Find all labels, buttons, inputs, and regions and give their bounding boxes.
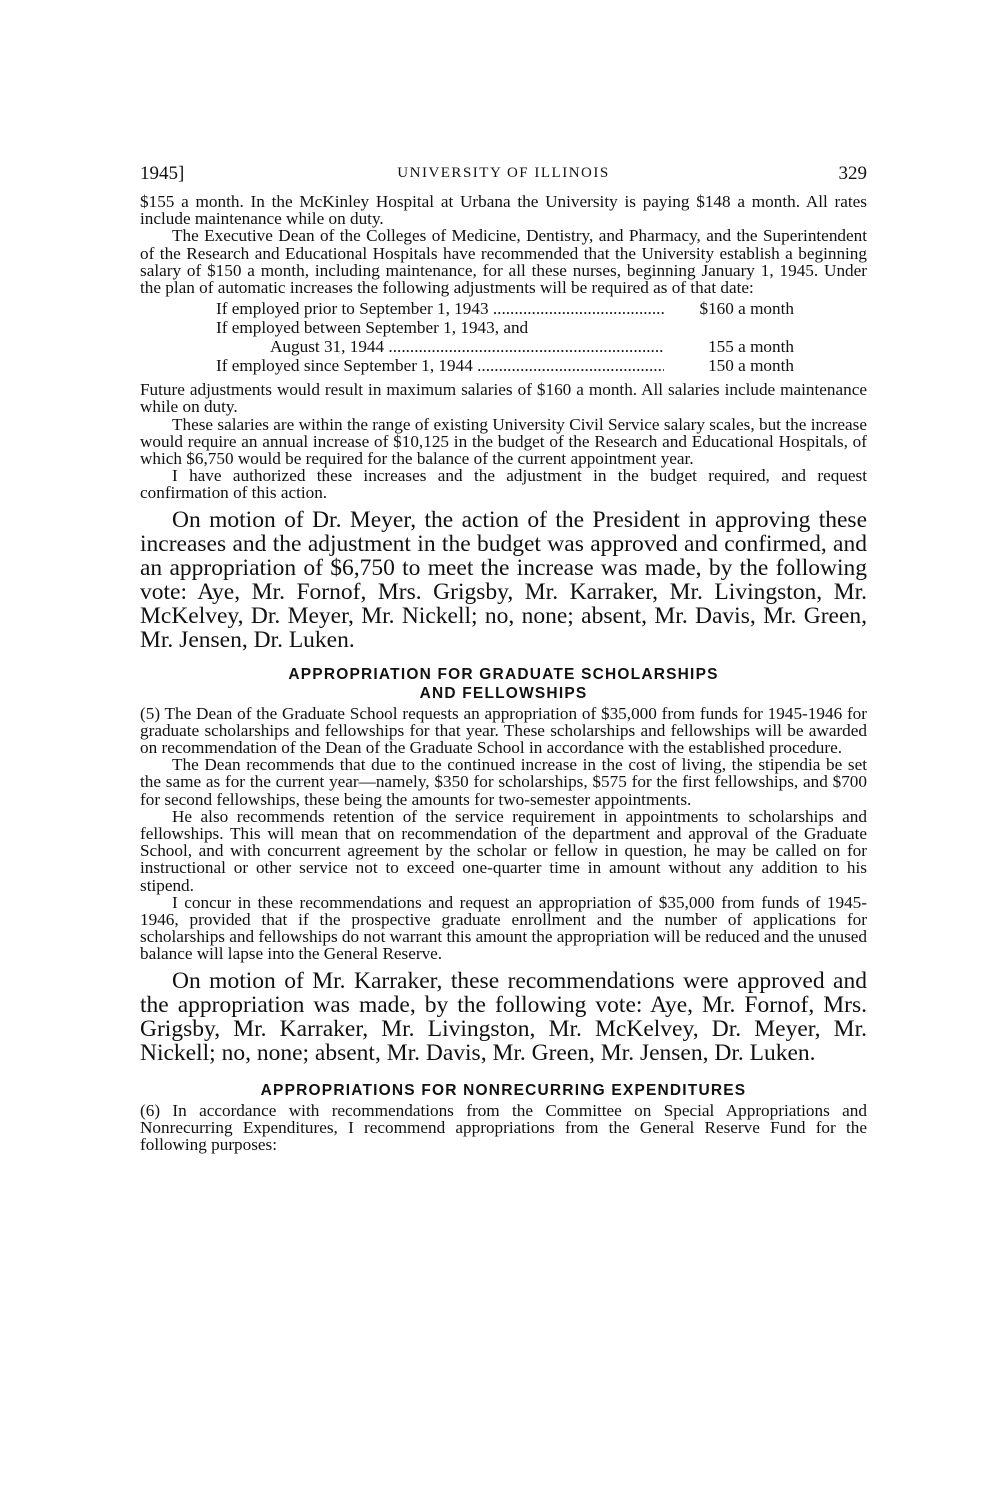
- paragraph-stipendia: The Dean recommends that due to the continued increase in the cost of living, the stipendia be set the same as for the current year—namely, $350 for scholarships, $575 for the first fellowships, and $700 for second fellowships, these being the amounts for two-semester appointments.: [140, 755, 867, 809]
- paragraph-civil-service-scales: These salaries are within the range of existing University Civil Service salary scales, but the increase would require an annual increase of $10,125 in the budget of the Research and Educational Hospitals, of which $6,750 would be required for the balance of the current appointment year.: [140, 414, 867, 469]
- nonrecurring-text: [140, 1102, 867, 1154]
- salary-notes: [140, 381, 867, 501]
- schedule-row: [216, 299, 794, 318]
- section-graduate-scholarships: [140, 665, 867, 703]
- schedule-row: [216, 318, 794, 337]
- salary-schedule: [216, 299, 794, 375]
- paragraph-recommended-salary: The Executive Dean of the Colleges of Medicine, Dentistry, and Pharmacy, and the Superintendent of the Research and Educational Hospitals have recommended that the University establish a beginning salary of $150 a month, including maintenance, for all these nurses, beginning January 1, 1945. Under the plan of automatic increases the following adjustments will be required as of that date:: [140, 226, 867, 298]
- section-heading: APPROPRIATIONS FOR NONRECURRING EXPENDITURES: [260, 1081, 747, 1099]
- paragraph-future-adjustments: Future adjustments would result in maximum salaries of $160 a month. All salaries include maintenance while on duty.: [140, 380, 867, 417]
- paragraph-service-requirement: He also recommends retention of the service requirement in appointments to scholarships and fellowships. This will mean that on recommendation of the department and approval of the Graduate School, and with concurrent agreement by the scholar or fellow in question, he may be called on for instructional or other service not to exceed one-quarter time in amount without any addition to his stipend.: [140, 806, 867, 895]
- schedule-amount: [664, 318, 794, 337]
- paragraph-dean-request: (5) The Dean of the Graduate School requests an appropriation of $35,000 from funds for 1945-1946 for graduate scholarships and fellowships for that year. These scholarships and fellowships will be awarded on recommendation of the Dean of the Graduate School in accordance with the established procedure.: [140, 703, 867, 758]
- header-title: UNIVERSITY OF ILLINOIS: [397, 165, 610, 181]
- schedule-row: [216, 337, 794, 356]
- paragraph-mckinley-rates: $155 a month. In the McKinley Hospital at Urbana the University is paying $148 a month. All rates include maintenance while on duty.: [140, 192, 867, 229]
- paragraph-authorization: I have authorized these increases and the adjustment in the budget required, and request confirmation of this action.: [140, 466, 867, 503]
- motion-block: [140, 508, 867, 652]
- header-year: 1945]: [140, 163, 185, 184]
- section-heading-continued: AND FELLOWSHIPS: [419, 684, 588, 702]
- page-number: 329: [838, 163, 867, 184]
- running-head: [140, 163, 867, 193]
- schedule-label: If employed prior to September 1, 1943 .....: [216, 299, 664, 318]
- graduate-scholarship-text: [140, 705, 867, 963]
- schedule-amount: $160 a month: [699, 299, 794, 319]
- paragraph-concurrence: I concur in these recommendations and request an appropriation of $35,000 from funds of 1945-1946, provided that if the prospective graduate enrollment and the number of applications for scholarships and fellowships do not warrant this amount the appropriation will be reduced and the unused balance will lapse into the General Reserve.: [140, 892, 867, 964]
- schedule-row: [216, 356, 794, 375]
- paragraph-committee-recommendation: (6) In accordance with recommendations from the Committee on Special Appropriations and Nonrecurring Expenditures, I recommend appropriations from the General Reserve Fund for the following purposes:: [140, 1100, 867, 1155]
- document-page: [140, 163, 867, 1153]
- nurse-salary-section: [140, 193, 867, 296]
- schedule-amount: 150 a month: [708, 356, 794, 376]
- motion-karraker: On motion of Mr. Karraker, these recommendations were approved and the appropriation was made, by the following vote: Aye, Mr. Fornof, Mrs. Grigsby, Mr. Karraker, Mr. Livingston, Mr. McKelvey, Dr. Meyer, Mr. Nickell; no, none; absent, Mr. Davis, Mr. Green, Mr. Jensen, Dr. Luken.: [140, 967, 867, 1066]
- schedule-label: August 31, 1944 .....: [216, 337, 664, 356]
- schedule-label: If employed between September 1, 1943, and: [216, 318, 529, 338]
- section-heading: APPROPRIATION FOR GRADUATE SCHOLARSHIPS: [288, 665, 719, 683]
- motion-block: [140, 969, 867, 1065]
- section-nonrecurring-expenditures: [140, 1081, 867, 1100]
- schedule-amount: 155 a month: [708, 337, 794, 357]
- schedule-label: If employed since September 1, 1944 .....: [216, 356, 664, 375]
- motion-meyer: On motion of Dr. Meyer, the action of the President in approving these increases and the adjustment in the budget was approved and confirmed, and an appropriation of $6,750 to meet the increase was made, by the following vote: Aye, Mr. Fornof, Mrs. Grigsby, Mr. Karraker, Mr. Livingston, Mr. McKelvey, Dr. Meyer, Mr. Nickell; no, none; absent, Mr. Davis, Mr. Green, Mr. Jensen, Dr. Luken.: [140, 506, 867, 653]
